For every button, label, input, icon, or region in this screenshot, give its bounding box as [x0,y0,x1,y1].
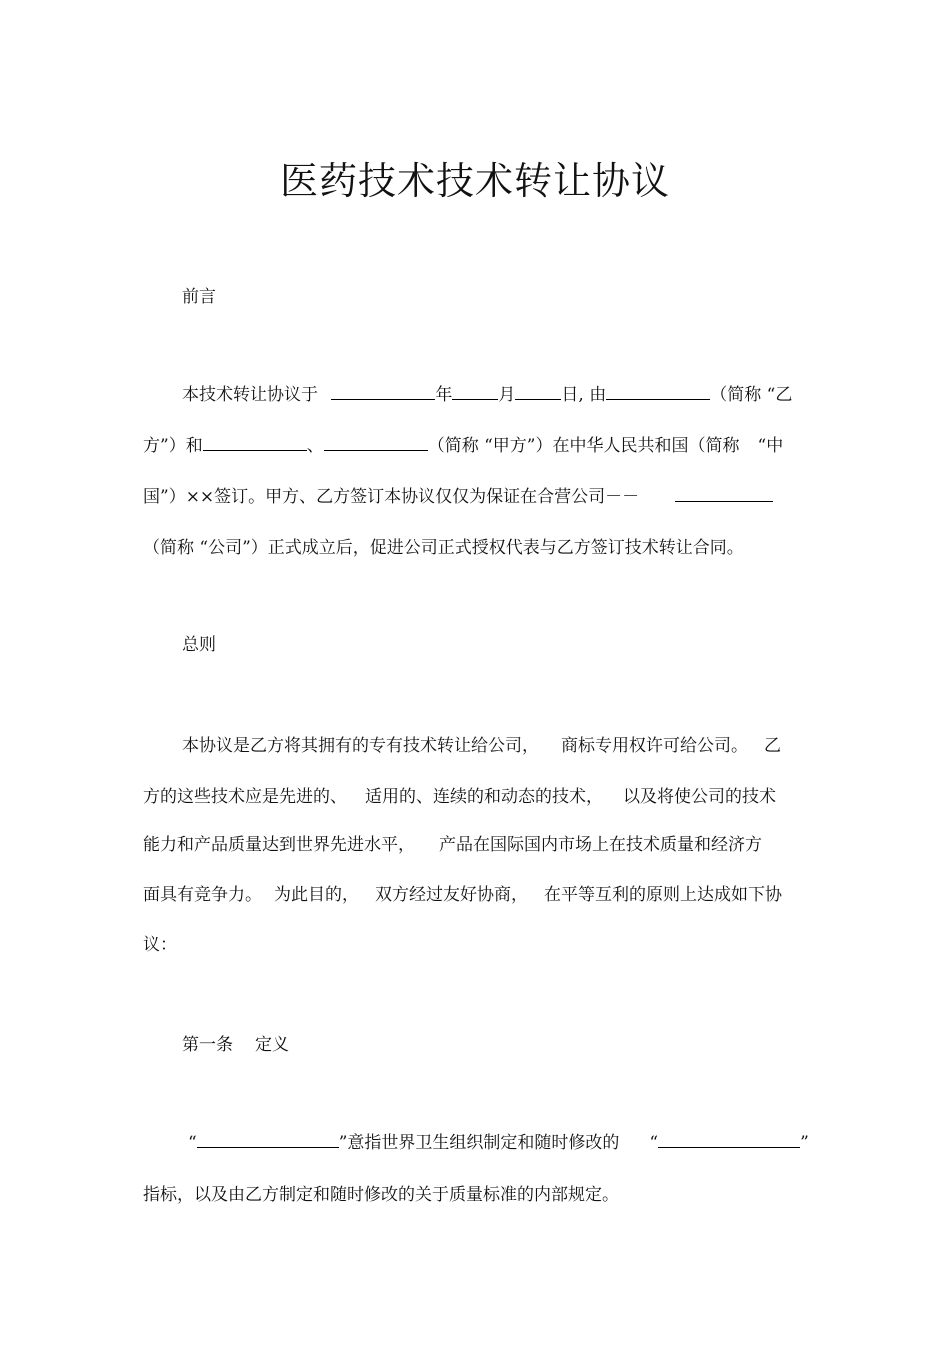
blank-field [452,385,498,400]
preface-line-2 [143,431,783,456]
general-text: 商标专用权许可给公司。 [561,736,748,756]
preface-text: 、 [306,436,324,456]
document-title: 医药技术技术转让协议 [279,159,670,203]
article-number: 第一条 [182,1035,233,1055]
general-text: 双方经过友好协商， [375,885,528,905]
preface-text: 年 [435,385,453,405]
preface-text: 日, 由 [561,385,607,405]
preface-text: （简称 “甲方”）在中华人民共和国（简称 [427,436,740,456]
article-text: “ [188,1133,197,1153]
article-1-line-1 [188,1128,809,1153]
preface-heading: 前言 [182,287,216,307]
general-line-5: 议： [143,935,177,955]
general-line-2 [143,782,776,807]
general-text: 在平等互利的原则上达成如下协 [544,885,782,905]
general-text: 为此目的， [274,885,359,905]
blank-field [324,436,428,451]
preface-text: 国”）××签订。甲方、乙方签订本协议仅仅为保证在合营公司－－ [143,487,640,507]
article-text: ” [800,1133,809,1153]
general-line-3 [143,830,762,855]
article-text: “ [649,1133,659,1153]
general-text: 面具有竞争力。 [143,885,262,905]
general-line-4 [143,880,782,905]
blank-field [515,385,561,400]
general-text: 本协议是乙方将其拥有的专有技术转让给公司， [182,736,539,756]
blank-field [675,487,773,502]
preface-text: 方”）和 [143,436,203,456]
general-text: 产品在国际国内市场上在技术质量和经济方 [439,835,762,855]
general-heading: 总则 [182,635,216,655]
preface-text: “中 [757,436,784,456]
preface-line-4: （简称 “公司”）正式成立后，促进公司正式授权代表与乙方签订技术转让合同。 [143,538,744,558]
preface-line-1 [182,380,792,405]
blank-field [606,385,710,400]
preface-line-3 [143,482,773,507]
general-text: 能力和产品质量达到世界先进水平， [143,835,415,855]
blank-field [197,1133,339,1148]
article-1-heading [182,1030,289,1055]
blank-field [203,436,307,451]
general-text: 适用的、连续的和动态的技术， [365,787,603,807]
general-line-1 [182,731,781,756]
general-text: 方的这些技术应是先进的、 [143,787,347,807]
article-title: 定义 [255,1035,289,1055]
preface-text: 本技术转让协议于 [182,385,318,405]
preface-text: 月 [498,385,516,405]
blank-field [331,385,435,400]
article-1-line-2: 指标，以及由乙方制定和随时修改的关于质量标准的内部规定。 [143,1185,619,1205]
preface-text: （简称 “乙 [710,385,793,405]
blank-field [658,1133,800,1148]
article-text: ”意指世界卫生组织制定和随时修改的 [338,1133,620,1153]
general-text: 以及将使公司的技术 [623,787,776,807]
general-text: 乙 [764,736,781,756]
